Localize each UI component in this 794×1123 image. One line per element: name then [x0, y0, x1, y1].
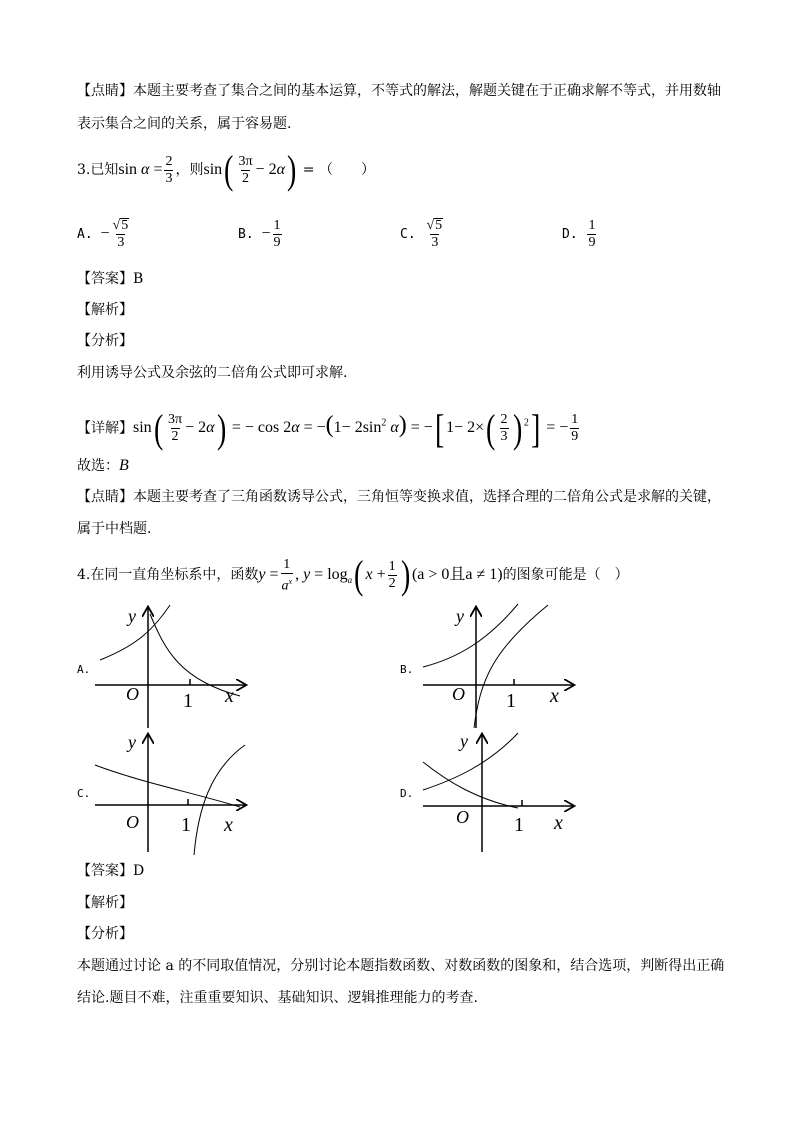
exp-curve [423, 604, 518, 667]
dianjing-text: 本题主要考查了三角函数诱导公式，三角恒等变换求值，选择合理的二倍角公式是求解的关键， [133, 489, 721, 505]
tick-label: 1 [181, 814, 191, 836]
q3-mid: ，则 [175, 162, 204, 178]
option-sign: − [100, 225, 110, 243]
q4-functions: y = $\frac{1}{a^x}$ , $y = \log_a$( x + $\frac{1}{2}$ ) [258, 552, 410, 598]
dianjing-line-2: 表示集合之间的关系，属于容易题. [77, 116, 292, 132]
origin-label: O [456, 807, 469, 827]
log-curve [194, 745, 245, 855]
dianjing-line-1 [77, 80, 721, 102]
option-den: 9 [273, 235, 281, 250]
axis-y-label: y [456, 606, 464, 626]
option-den: 3 [117, 235, 125, 250]
q3-dianjing-2: 属于中档题. [77, 521, 152, 537]
q4-condition: (a > 0且a ≠ 1) [411, 566, 503, 583]
option-label: B. [238, 227, 254, 243]
origin-label: O [126, 812, 139, 832]
q4-analysis-1: 本题通过讨论 a 的不同取值情况，分别讨论本题指数函数、对数函数的图象和，结合选项，判断得出正确 [77, 958, 725, 974]
graph-label-c: C. [77, 787, 91, 800]
q4-answer [77, 860, 144, 882]
detail-tag: 【详解】 [77, 420, 133, 437]
axis-y-label: y [128, 732, 136, 752]
answer-value: B [133, 271, 144, 287]
q3-given-num: 2 [165, 153, 173, 169]
axis-y-label: y [128, 606, 136, 626]
graph-d[interactable] [418, 730, 588, 855]
axis-x-label: x [224, 814, 233, 836]
q3-arg-den: 2 [242, 170, 249, 186]
dianjing-tag: 【点睛】 [77, 83, 133, 99]
option-label: A. [77, 227, 93, 243]
option-a-value: − $\frac{√5}{3}$ [100, 218, 129, 250]
q3-option-a[interactable] [77, 218, 132, 251]
conclusion-answer: B [119, 457, 129, 474]
graph-label-a: A. [77, 663, 91, 676]
origin-label: O [126, 684, 139, 704]
q3-option-d[interactable] [562, 218, 598, 251]
q3-prefix: 3.已知 [77, 162, 119, 178]
option-den: 9 [588, 235, 596, 250]
option-d-value [585, 218, 598, 250]
log-curve [150, 614, 240, 696]
q4-analysis-2: 结论.题目不难，注重重要知识、基础知识、逻辑推理能力的考查. [77, 990, 478, 1006]
q4-fenxi: 【分析】 [77, 926, 133, 942]
option-num: 5 [435, 218, 443, 233]
graph-c[interactable] [90, 730, 260, 855]
q3-suffix: = （ ） [302, 162, 375, 178]
option-sign: − [261, 225, 271, 243]
option-num: 5 [121, 218, 129, 233]
tick-label: 1 [506, 690, 516, 712]
graph-a[interactable] [90, 600, 260, 730]
option-den: 3 [431, 235, 439, 250]
q3-conclusion [77, 455, 129, 477]
dianjing-tag: 【点睛】 [77, 489, 133, 505]
axis-x-label: x [225, 685, 234, 707]
origin-label: O [452, 684, 465, 704]
q3-stem [77, 147, 375, 193]
q3-answer [77, 268, 143, 290]
answer-value: D [133, 863, 145, 879]
q3-option-b[interactable] [238, 218, 284, 251]
answer-tag: 【答案】 [77, 271, 133, 287]
option-label: D. [562, 227, 578, 243]
tick-label: 1 [183, 690, 193, 712]
q3-given: sin α = $\frac{2}{3}$ [118, 153, 173, 186]
option-c-value: $\frac{√5}{3}$ [426, 218, 443, 250]
q3-detail [77, 402, 581, 450]
option-label: C. [400, 227, 416, 243]
axis-x-label: x [550, 685, 559, 707]
conclusion-label: 故选： [77, 458, 119, 474]
graph-label-d: D. [400, 787, 414, 800]
q3-dianjing-1 [77, 486, 721, 508]
q3-analysis: 利用诱导公式及余弦的二倍角公式即可求解. [77, 365, 348, 381]
exp-curve [95, 765, 240, 807]
q3-option-c[interactable] [400, 218, 446, 251]
axis-y-label: y [460, 731, 468, 751]
q3-arg-num: 3π [238, 153, 253, 169]
option-num: 1 [588, 218, 596, 233]
graph-label-b: B. [400, 663, 414, 676]
q4-prefix: 4.在同一直角坐标系中，函数 [77, 567, 259, 583]
option-num: 1 [273, 218, 281, 233]
q4-stem [77, 553, 629, 602]
answer-tag: 【答案】 [77, 863, 133, 879]
q4-jiexi: 【解析】 [77, 895, 133, 911]
q3-fenxi: 【分析】 [77, 333, 133, 349]
graph-b[interactable] [418, 600, 588, 730]
exp-curve [423, 733, 518, 790]
q4-suffix: 的图象可能是（ ） [502, 567, 629, 583]
q3-given-den: 3 [165, 170, 173, 186]
q3-expr: sin( $\frac{3\pi}{2}$ − 2α) [203, 147, 297, 193]
q3-detail-formula: sin( $\frac{3\pi}{2}$ − 2α) = − $\cos 2\alpha = -(1- 2\sin^2$ α) = −[ 1− 2×( $\frac{2}{3}$ ) $^2$] = − $\frac{1}{9}$ [133, 405, 579, 451]
tick-label: 1 [514, 814, 524, 836]
dianjing-text-1: 本题主要考查了集合之间的基本运算，不等式的解法，解题关键在于正确求解不等式，并用数轴 [133, 83, 721, 99]
option-b-value [261, 218, 283, 250]
q3-jiexi: 【解析】 [77, 302, 133, 318]
axis-x-label: x [554, 812, 563, 834]
